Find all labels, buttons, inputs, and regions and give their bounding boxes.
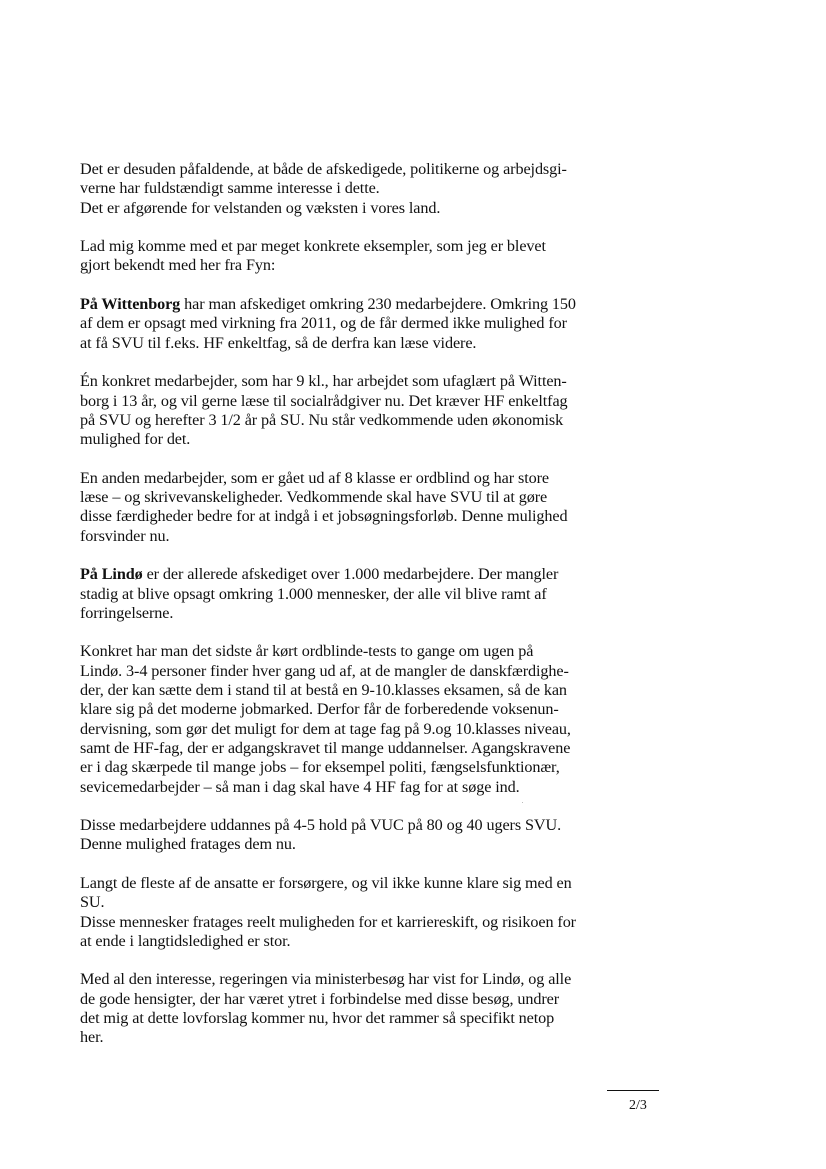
text-line: læse – og skrivevanskeligheder. Vedkommende skal have SVU til at gøre bbox=[80, 488, 548, 507]
text-line: på SVU og herefter 3 1/2 år på SU. Nu står vedkommende uden økonomisk bbox=[80, 410, 564, 429]
paragraph-providers bbox=[80, 874, 620, 951]
text-line: det mig at dette lovforslag kommer nu, hvor det rammer så specifikt netop bbox=[80, 1009, 555, 1028]
text-line: Konkret har man det sidste år kørt ordblinde-tests to gange om ugen på bbox=[80, 642, 534, 661]
text-line bbox=[80, 295, 620, 314]
text-line: borg i 13 år, og vil gerne læse til socialrådgiver nu. Det kræver HF enkeltfag bbox=[80, 391, 568, 410]
paragraph-vuc bbox=[80, 816, 620, 855]
text-line: Lindø. 3-4 personer finder hver gang ud af, at de mangler de danskfærdighe- bbox=[80, 661, 569, 680]
lead-rest: har man afskediget omkring 230 medarbejdere. Omkring 150 bbox=[180, 295, 576, 314]
text-line: mulighed for det. bbox=[80, 430, 191, 449]
scan-speck bbox=[522, 802, 523, 803]
text-line: Lad mig komme med et par meget konkrete eksempler, som jeg er blevet bbox=[80, 237, 546, 256]
text-line: samt de HF-fag, der er adgangskravet til mange uddannelser. Agangskravene bbox=[80, 738, 571, 757]
paragraph-lindo bbox=[80, 565, 620, 623]
text-line: Det er desuden påfaldende, at både de afskedigede, politikerne og arbejdsgi- bbox=[80, 160, 567, 178]
lead-rest: er der allerede afskediget over 1.000 medarbejdere. Der mangler bbox=[142, 565, 559, 584]
text-line: af dem er opsagt med virkning fra 2011, og de får dermed ikke mulighed for bbox=[80, 314, 567, 333]
paragraph-government bbox=[80, 970, 620, 1047]
text-line: Langt de fleste af de ansatte er forsørgere, og vil ikke kunne klare sig med en bbox=[80, 873, 572, 892]
text-line: Denne mulighed fratages dem nu. bbox=[80, 835, 296, 854]
text-line: Med al den interesse, regeringen via ministerbesøg har vist for Lindø, og alle bbox=[80, 970, 572, 989]
text-line: her. bbox=[80, 1028, 104, 1047]
text-line: verne har fuldstændigt samme interesse i dette. bbox=[80, 179, 380, 198]
text-line: klare sig på det moderne jobmarked. Derfor får de forberedende voksenun- bbox=[80, 700, 559, 719]
footer-rule bbox=[607, 1090, 659, 1091]
bold-lead-wittenborg: På Wittenborg bbox=[80, 295, 181, 314]
text-line: dervisning, som gør det muligt for dem at tage fag på 9.og 10.klasses niveau, bbox=[80, 719, 571, 738]
text-line: gjort bekendt med her fra Fyn: bbox=[80, 256, 276, 275]
text-line: Disse medarbejdere uddannes på 4-5 hold på VUC på 80 og 40 ugers SVU. bbox=[80, 816, 562, 835]
bold-lead-lindo: På Lindø bbox=[80, 565, 143, 584]
paragraph-intro-examples bbox=[80, 237, 620, 276]
page-number: 2/3 bbox=[629, 1098, 647, 1113]
text-line: at ende i langtidsledighed er stor. bbox=[80, 931, 291, 950]
text-line: sevicemedarbejder – så man i dag skal have 4 HF fag for at søge ind. bbox=[80, 777, 520, 796]
paragraph-example-one bbox=[80, 372, 620, 449]
paragraph-wittenborg bbox=[80, 295, 620, 353]
paragraph-interests bbox=[80, 160, 620, 218]
text-line: er i dag skærpede til mange jobs – for eksempel politi, fængselsfunktionær, bbox=[80, 758, 560, 777]
text-line: Én konkret medarbejder, som har 9 kl., har arbejdet som ufaglært på Witten- bbox=[80, 372, 567, 391]
text-line: Det er afgørende for velstanden og væksten i vores land. bbox=[80, 198, 441, 217]
text-line: forsvinder nu. bbox=[80, 526, 170, 545]
text-line: forringelserne. bbox=[80, 603, 174, 622]
text-line: SU. bbox=[80, 893, 105, 912]
text-line: de gode hensigter, der har været ytret i forbindelse med disse besøg, undrer bbox=[80, 989, 560, 1008]
text-line bbox=[80, 565, 620, 584]
paragraph-dyslexia-tests bbox=[80, 642, 620, 796]
body-text bbox=[80, 160, 620, 1067]
text-line: disse færdigheder bedre for at indgå i et jobsøgningsforløb. Denne mulighed bbox=[80, 507, 568, 526]
text-line: En anden medarbejder, som er gået ud af 8 klasse er ordblind og har store bbox=[80, 468, 549, 487]
text-line: at få SVU til f.eks. HF enkeltfag, så de derfra kan læse videre. bbox=[80, 333, 477, 352]
paragraph-example-two bbox=[80, 469, 620, 546]
text-line: der, der kan sætte dem i stand til at bestå en 9-10.klasses eksamen, så de kan bbox=[80, 681, 567, 700]
text-line: Disse mennesker fratages reelt muligheden for et karriereskift, og risikoen for bbox=[80, 912, 576, 931]
text-line: stadig at blive opsagt omkring 1.000 mennesker, der alle vil blive ramt af bbox=[80, 584, 547, 603]
